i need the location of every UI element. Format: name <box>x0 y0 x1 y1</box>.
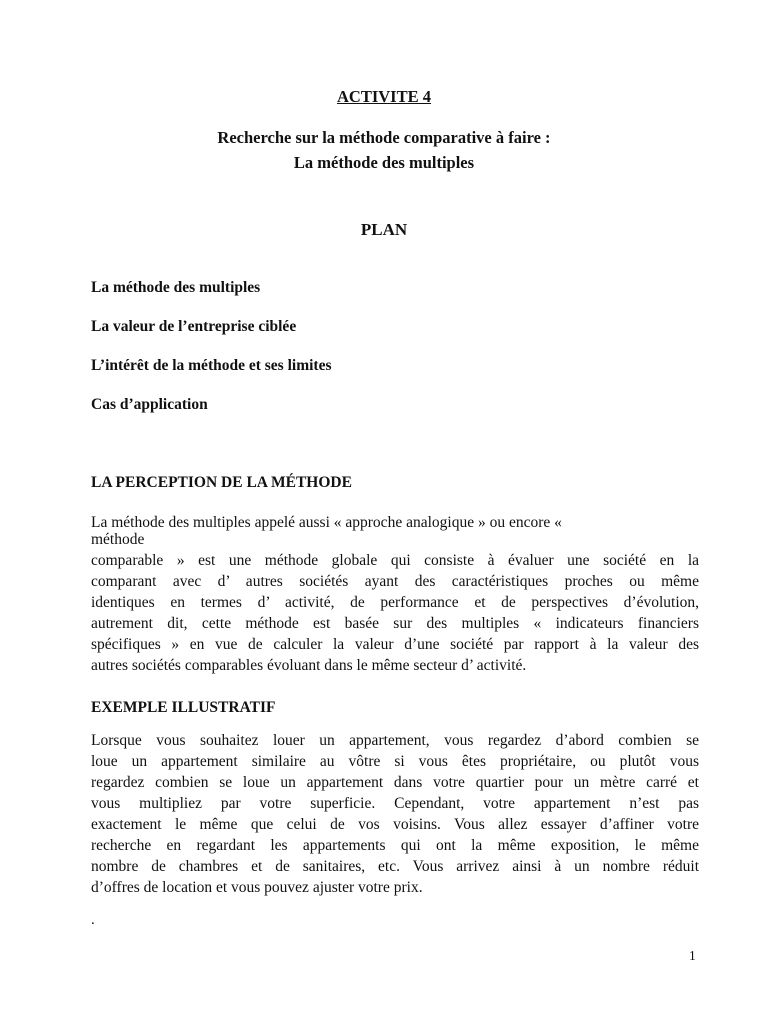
plan-item: L’intérêt de la méthode et ses limites <box>91 357 332 374</box>
section-paragraph-perception <box>91 512 699 676</box>
paragraph-line: Lorsque vous souhaitez louer un appartement, vous regardez d’abord combien se <box>91 732 699 749</box>
paragraph-line: recherche en regardant les appartements qui ont la même exposition, le même <box>91 837 699 854</box>
paragraph-line: La méthode des multiples appelé aussi « approche analogique » ou encore « <box>91 514 562 531</box>
plan-item: La valeur de l’entreprise ciblée <box>91 318 297 335</box>
paragraph-line: exactement le même que celui de vos voisins. Vous allez essayer d’affiner votre <box>91 816 699 833</box>
paragraph-line: spécifiques » en vue de calculer la valeur d’une société par rapport à la valeur des <box>91 636 699 653</box>
page-title: ACTIVITE 4 <box>337 87 431 106</box>
paragraph-line: comparant avec d’ autres sociétés ayant des caractéristiques proches ou même <box>91 573 699 590</box>
paragraph-line: nombre de chambres et de sanitaires, etc. Vous arrivez ainsi à un nombre réduit <box>91 858 699 875</box>
section-heading-perception: LA PERCEPTION DE LA MÉTHODE <box>91 474 352 491</box>
paragraph-line: méthode <box>91 531 145 548</box>
paragraph-line: d’offres de location et vous pouvez ajuster votre prix. <box>91 879 423 896</box>
trailing-dot: . <box>91 912 95 928</box>
plan-item: La méthode des multiples <box>91 279 261 296</box>
paragraph-line: vous multipliez par votre superficie. Cependant, votre appartement n’est pas <box>91 795 699 812</box>
plan-item: Cas d’application <box>91 396 208 413</box>
paragraph-line: regardez combien se loue un appartement dans votre quartier pour un mètre carré et <box>91 774 699 791</box>
section-heading-example: EXEMPLE ILLUSTRATIF <box>91 699 276 716</box>
subtitle-line-2: La méthode des multiples <box>293 153 475 172</box>
plan-heading: PLAN <box>360 220 408 239</box>
paragraph-line: autrement dit, cette méthode est basée sur des multiples « indicateurs financiers <box>91 615 699 632</box>
subtitle-line-1: Recherche sur la méthode comparative à faire : <box>217 128 551 147</box>
section-paragraph-example <box>91 730 699 898</box>
paragraph-line: autres sociétés comparables évoluant dans le même secteur d’ activité. <box>91 657 527 674</box>
paragraph-line: comparable » est une méthode globale qui consiste à évaluer une société en la <box>91 552 699 569</box>
paragraph-line: loue un appartement similaire au vôtre si vous êtes propriétaire, ou plutôt vous <box>91 753 699 770</box>
page-number: 1 <box>689 948 696 963</box>
paragraph-line: identiques en termes d’ activité, de performance et de perspectives d’évolution, <box>91 594 699 611</box>
